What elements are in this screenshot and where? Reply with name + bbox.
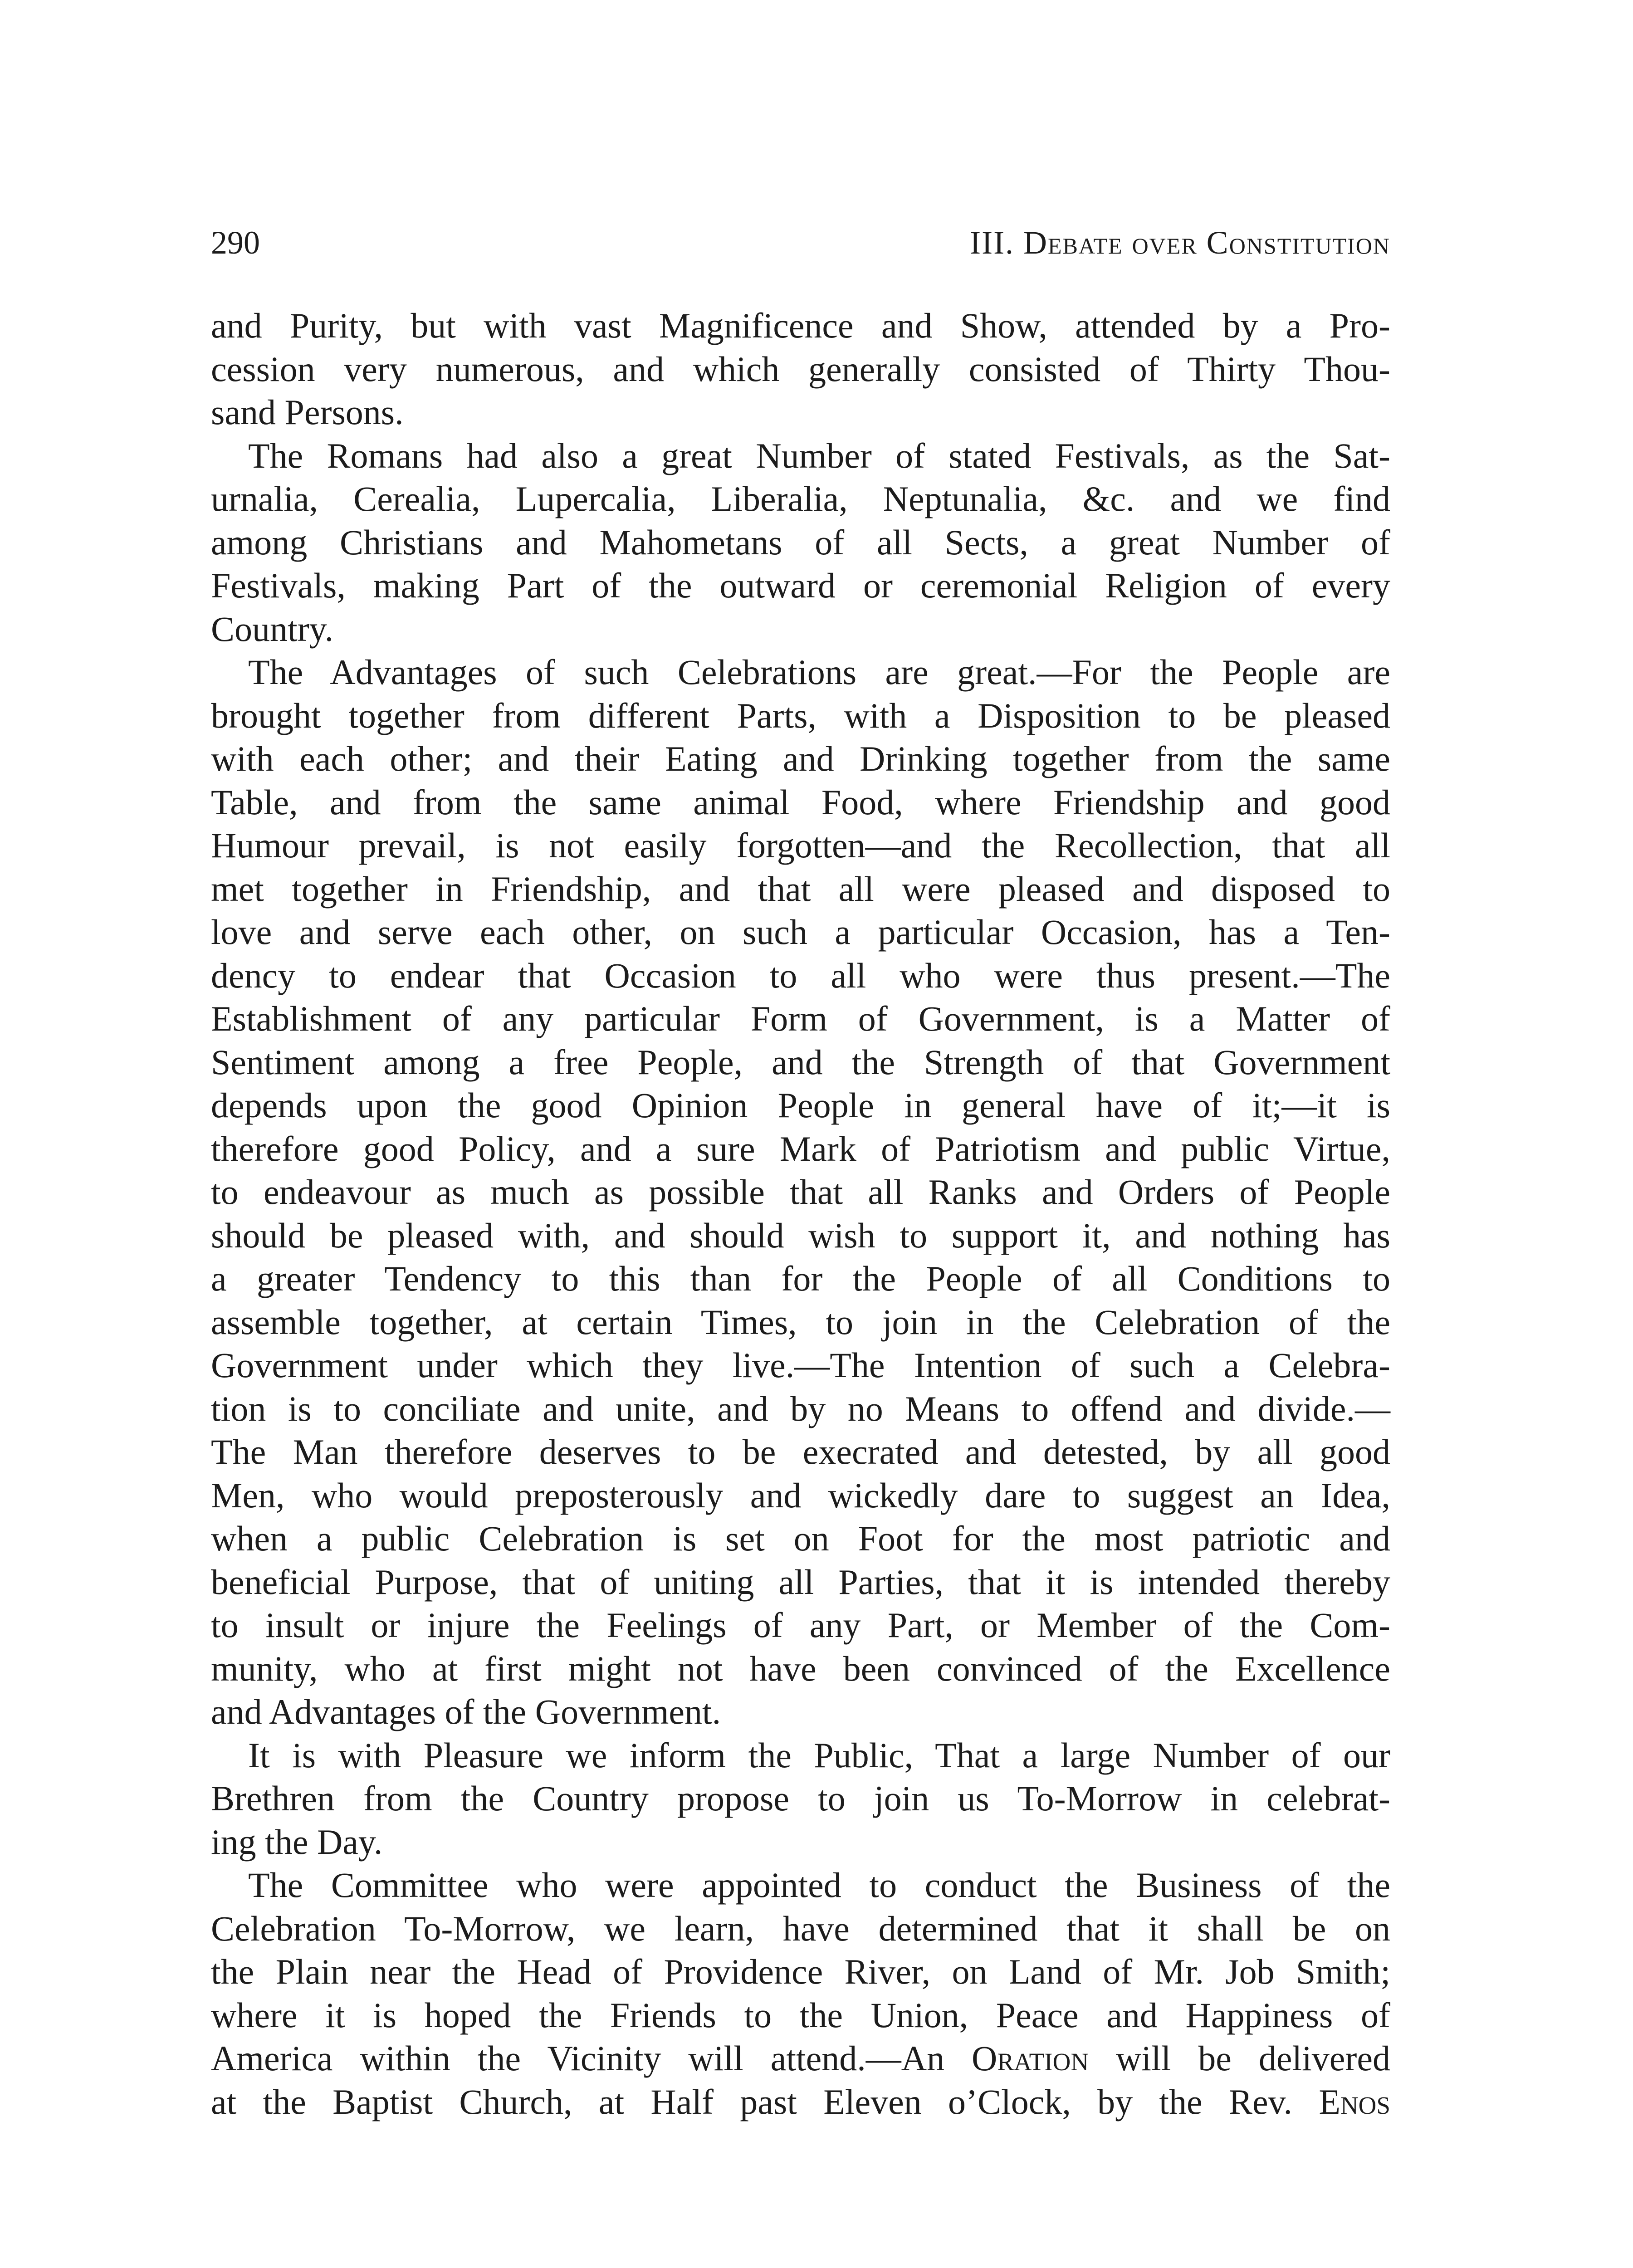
text-line: sand Persons. — [211, 392, 404, 432]
small-caps-word: Oration — [972, 2038, 1089, 2078]
text-line: tion is to conciliate and unite, and by no Means to offend and divide.— — [211, 1388, 1390, 1428]
running-head — [211, 222, 1390, 263]
page-number: 290 — [211, 225, 260, 261]
text-line: The Man therefore deserves to be execrated and detested, by all good — [211, 1432, 1390, 1471]
text-line: should be pleased with, and should wish to support it, and nothing has — [211, 1215, 1390, 1255]
body-text — [211, 304, 1390, 2123]
text-line: Festivals, making Part of the outward or ceremonial Religion of every — [211, 566, 1390, 605]
text-line: met together in Friendship, and that all were pleased and disposed to — [211, 869, 1390, 909]
text-line: Government under which they live.—The Intention of such a Celebra- — [211, 1345, 1390, 1385]
text-line: Brethren from the Country propose to join us To-Morrow in celebrat- — [211, 1779, 1390, 1818]
text-line: Country. — [211, 609, 334, 649]
text-line: Table, and from the same animal Food, where Friendship and good — [211, 782, 1390, 822]
small-caps-word: Enos — [1319, 2082, 1390, 2121]
text-line: depends upon the good Opinion People in general have of it;—it is — [211, 1085, 1390, 1125]
text-line: Sentiment among a free People, and the Strength of that Government — [211, 1042, 1390, 1082]
text-line: America within the Vicinity will attend.—An Oration will be delivered — [211, 2038, 1390, 2078]
text-line: ing the Day. — [211, 1822, 383, 1862]
text-line: therefore good Policy, and a sure Mark of Patriotism and public Virtue, — [211, 1129, 1390, 1168]
text-line: The Romans had also a great Number of stated Festivals, as the Sat- — [248, 435, 1390, 475]
text-line: The Advantages of such Celebrations are great.—For the People are — [248, 652, 1390, 692]
text-line: brought together from different Parts, with a Disposition to be pleased — [211, 695, 1390, 735]
text-line: the Plain near the Head of Providence River, on Land of Mr. Job Smith; — [211, 1952, 1390, 1991]
text-line: assemble together, at certain Times, to join in the Celebration of the — [211, 1302, 1390, 1342]
text-line: when a public Celebration is set on Foot for the most patriotic and — [211, 1519, 1390, 1558]
text-line: to endeavour as much as possible that all Ranks and Orders of People — [211, 1172, 1390, 1212]
text-line: munity, who at first might not have been convinced of the Excellence — [211, 1648, 1390, 1688]
chapter-title: III. Debate over Constitution — [970, 225, 1390, 261]
text-line: with each other; and their Eating and Drinking together from the same — [211, 739, 1390, 778]
text-line: among Christians and Mahometans of all Sects, a great Number of — [211, 522, 1390, 562]
text-line: urnalia, Cerealia, Lupercalia, Liberalia, Neptunalia, &c. and we find — [211, 479, 1390, 518]
text-line: The Committee who were appointed to conduct the Business of the — [248, 1865, 1390, 1905]
text-line: Men, who would preposterously and wickedly dare to suggest an Idea, — [211, 1475, 1390, 1515]
text-line: Celebration To-Morrow, we learn, have determined that it shall be on — [211, 1908, 1390, 1948]
text-line: dency to endear that Occasion to all who were thus present.—The — [211, 955, 1390, 995]
text-line: cession very numerous, and which generally consisted of Thirty Thou- — [211, 349, 1390, 389]
text-line: to insult or injure the Feelings of any Part, or Member of the Com- — [211, 1605, 1390, 1645]
text-line: Humour prevail, is not easily forgotten—and the Recollection, that all — [211, 826, 1390, 865]
text-line: a greater Tendency to this than for the People of all Conditions to — [211, 1259, 1390, 1298]
text-line: beneficial Purpose, that of uniting all Parties, that it is intended thereby — [211, 1562, 1390, 1602]
book-page — [211, 0, 1390, 2268]
text-line: at the Baptist Church, at Half past Eleven o’Clock, by the Rev. Enos — [211, 2082, 1390, 2121]
text-line: and Purity, but with vast Magnificence and Show, attended by a Pro- — [211, 306, 1390, 345]
text-line: Establishment of any particular Form of Government, is a Matter of — [211, 999, 1390, 1038]
text-line: It is with Pleasure we inform the Public, That a large Number of our — [248, 1735, 1390, 1775]
text-line: love and serve each other, on such a particular Occasion, has a Ten- — [211, 912, 1390, 952]
text-line: where it is hoped the Friends to the Union, Peace and Happiness of — [211, 1995, 1390, 2035]
text-line: and Advantages of the Government. — [211, 1692, 721, 1731]
